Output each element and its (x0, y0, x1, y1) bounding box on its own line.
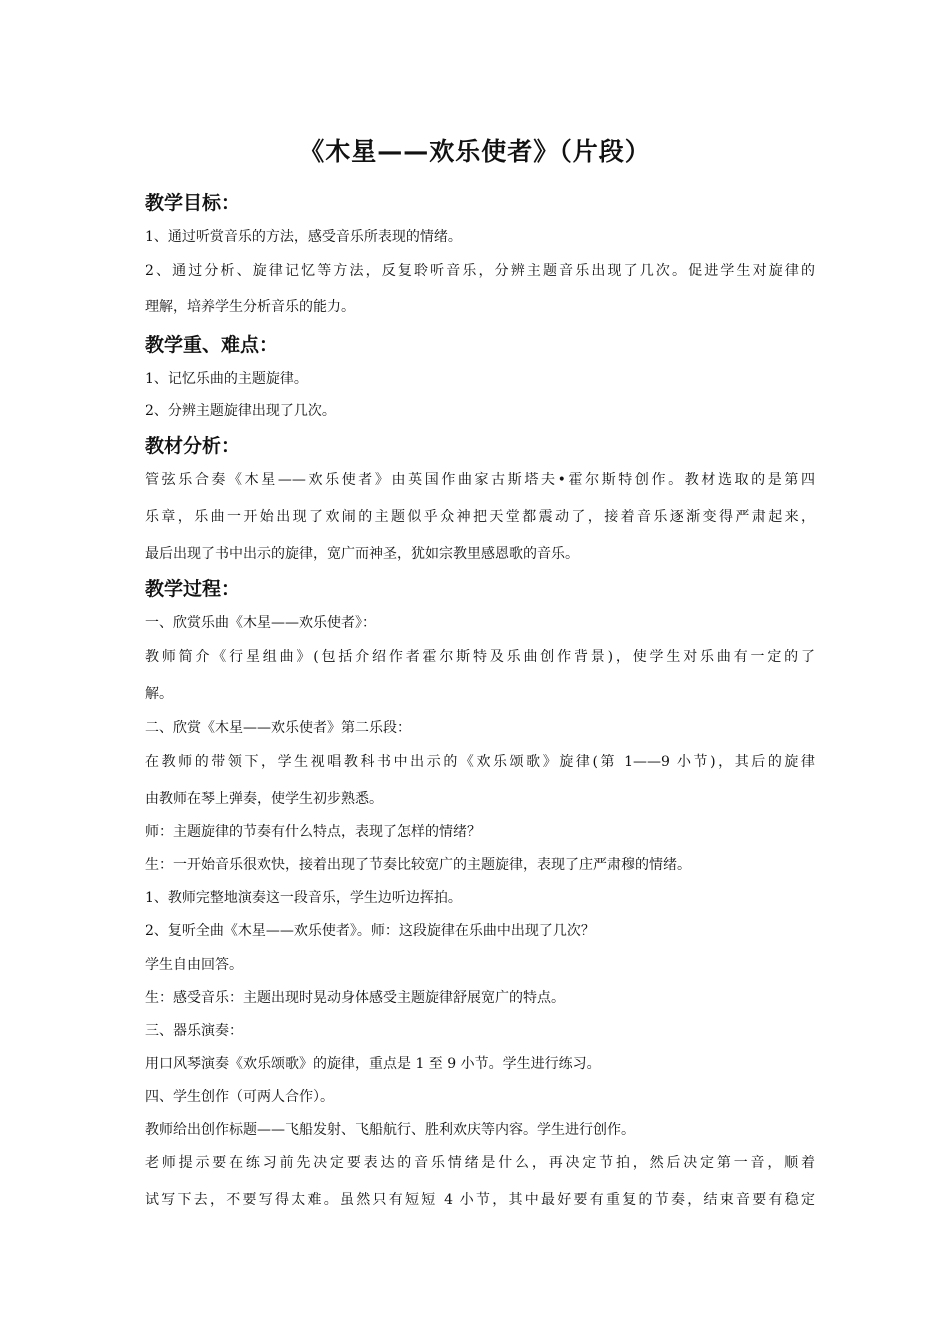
keypoint-line-1: 1、记忆乐曲的主题旋律。 (145, 371, 308, 387)
process-line: 二、欣赏《木星——欢乐使者》第二乐段： (145, 720, 411, 736)
process-line: 老师提示要在练习前先决定要表达的音乐情绪是什么，再决定节拍，然后决定第一音，顺着 (145, 1155, 815, 1171)
process-line: 三、器乐演奏： (145, 1023, 243, 1039)
process-line: 教师简介《行星组曲》(包括介绍作者霍尔斯特及乐曲创作背景)，使学生对乐曲有一定的了 (145, 649, 815, 665)
process-line: 一、欣赏乐曲《木星——欢乐使者》： (145, 615, 376, 631)
objective-line-2b: 理解，培养学生分析音乐的能力。 (145, 299, 355, 315)
process-line: 学生自由回答。 (145, 957, 243, 973)
objective-line-1: 1、通过听赏音乐的方法，感受音乐所表现的情绪。 (145, 229, 462, 245)
heading-process: 教学过程： (145, 578, 241, 600)
process-line: 生：一开始音乐很欢快，接着出现了节奏比较宽广的主题旋律，表现了庄严肃穆的情绪。 (145, 857, 691, 873)
process-line: 2、复听全曲《木星——欢乐使者》。师：这段旋律在乐曲中出现了几次？ (145, 923, 595, 939)
heading-keypoints: 教学重、难点： (145, 334, 279, 356)
heading-objectives: 教学目标： (145, 192, 241, 214)
process-line: 生：感受音乐：主题出现时晃动身体感受主题旋律舒展宽广的特点。 (145, 990, 565, 1006)
process-line: 试写下去，不要写得太难。虽然只有短短 4 小节，其中最好要有重复的节奏，结束音要有稳定 (145, 1192, 815, 1208)
analysis-line-1: 管弦乐合奏《木星——欢乐使者》由英国作曲家古斯塔夫•霍尔斯特创作。教材选取的是第四 (145, 472, 815, 488)
process-line: 师：主题旋律的节奏有什么特点，表现了怎样的情绪？ (145, 824, 481, 840)
document-title: 《木星——欢乐使者》（片段） (299, 137, 651, 166)
process-line: 解。 (145, 686, 173, 702)
analysis-line-3: 最后出现了书中出示的旋律，宽广而神圣，犹如宗教里感恩歌的音乐。 (145, 546, 579, 562)
heading-analysis: 教材分析： (145, 435, 241, 457)
process-line: 在教师的带领下，学生视唱教科书中出示的《欢乐颂歌》旋律(第 1——9 小节)，其后的旋律 (145, 754, 815, 770)
process-line: 教师给出创作标题——飞船发射、飞船航行、胜利欢庆等内容。学生进行创作。 (145, 1122, 635, 1138)
process-line: 四、学生创作（可两人合作）。 (145, 1089, 334, 1105)
objective-line-2a: 2、通过分析、旋律记忆等方法，反复聆听音乐，分辨主题音乐出现了几次。促进学生对旋律的 (145, 263, 815, 279)
process-line: 1、教师完整地演奏这一段音乐，学生边听边挥拍。 (145, 890, 462, 906)
keypoint-line-2: 2、分辨主题旋律出现了几次。 (145, 403, 336, 419)
process-line: 由教师在琴上弹奏，使学生初步熟悉。 (145, 791, 383, 807)
process-line: 用口风琴演奏《欢乐颂歌》的旋律，重点是 1 至 9 小节。学生进行练习。 (145, 1056, 601, 1072)
analysis-line-2: 乐章，乐曲一开始出现了欢闹的主题似乎众神把天堂都震动了，接着音乐逐渐变得严肃起来， (145, 509, 815, 525)
